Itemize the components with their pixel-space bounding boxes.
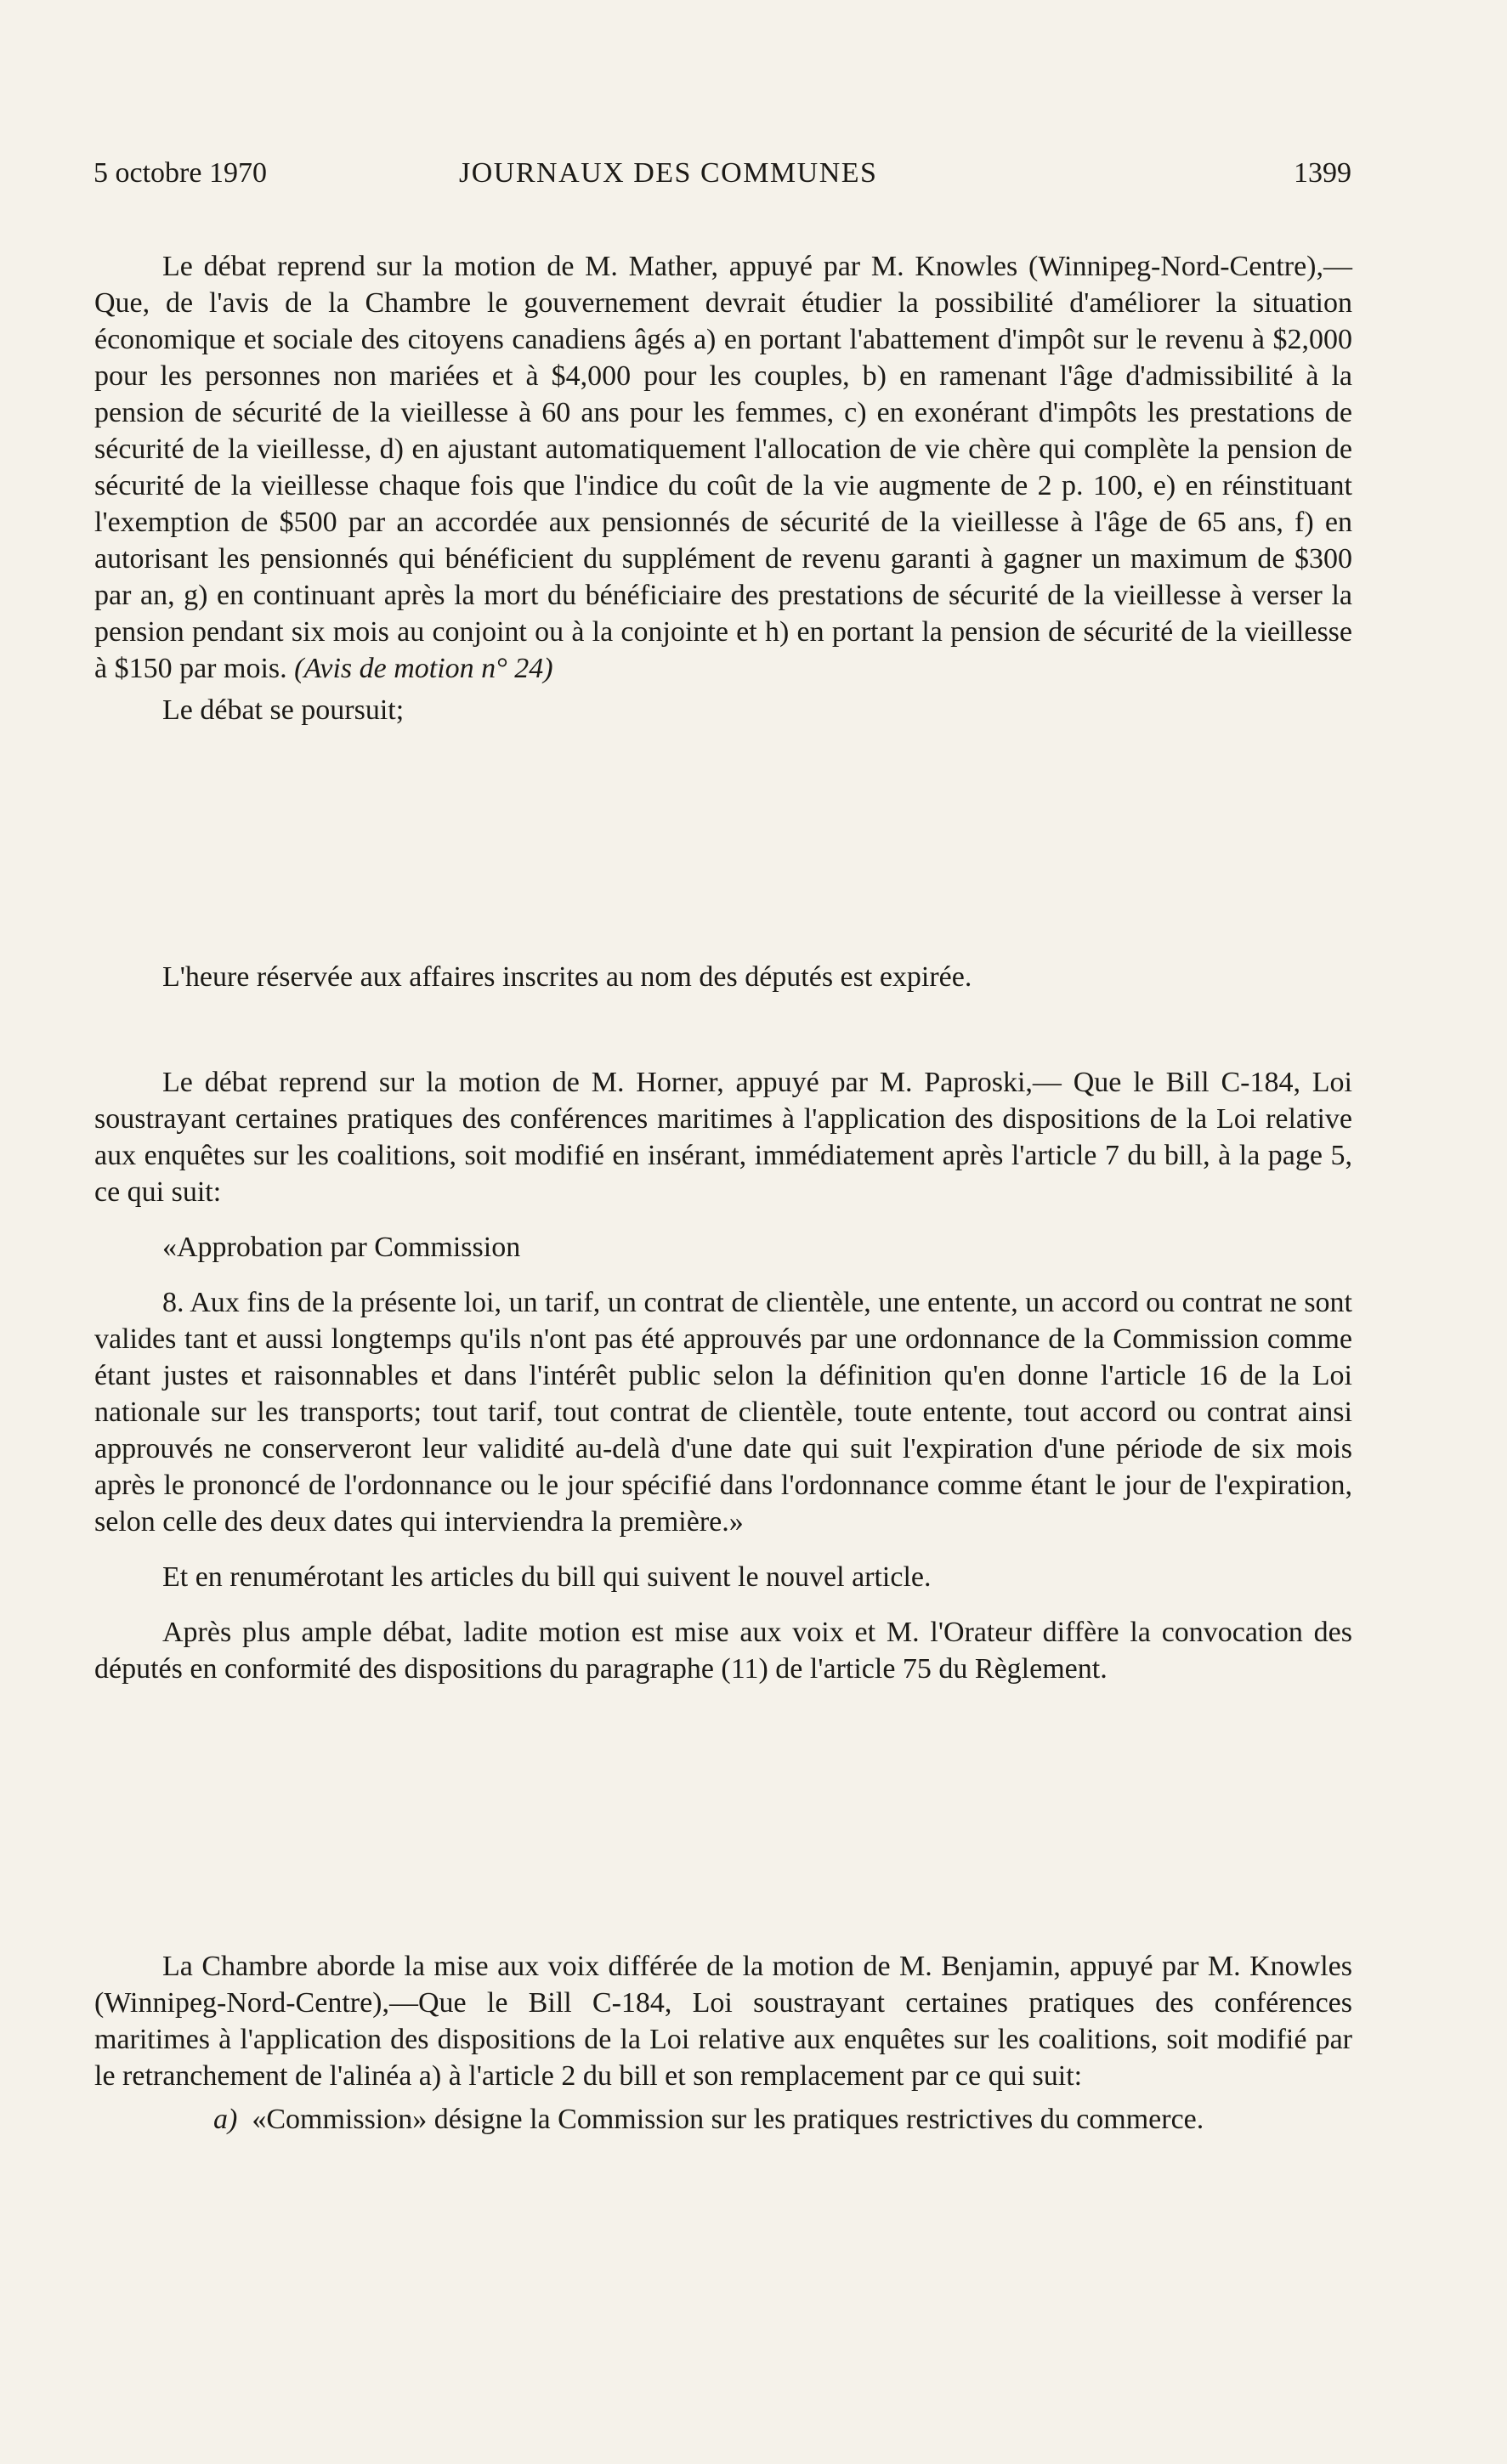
paragraph-horner-motion: Le débat reprend sur la motion de M. Horner, appuyé par M. Paproski,— Que le Bill C-184, Loi soustrayant certaines pratiques des conférences maritimes à l'application des dispositions de la Loi relative aux enquêtes sur les coalitions, soit modifié en insérant, immédiatement après l'article 7 du bill, à la page 5, ce qui suit:	[94, 1067, 1352, 1208]
header-date: 5 octobre 1970	[93, 157, 267, 189]
paragraph-debate-continues: Le débat se poursuit;	[162, 694, 405, 726]
paragraph-benjamin-motion: La Chambre aborde la mise aux voix différée de la motion de M. Benjamin, appuyé par M. Knowles (Winnipeg-Nord-Centre),—Que le Bill C-184, Loi soustrayant certaines pratiques des conférences maritimes à l'application des dispositions de la Loi relative aux enquêtes sur les coalitions, soit modifié par le retranchement de l'alinéa a) à l'article 2 du bill et son remplacement par ce qui suit:	[94, 1951, 1352, 2092]
list-item-text: «Commission» désigne la Commission sur les pratiques restrictives du commerce.	[252, 2104, 1204, 2135]
paragraph-mather-motion: Le débat reprend sur la motion de M. Mather, appuyé par M. Knowles (Winnipeg-Nord-Centre),—Que, de l'avis de la Chambre le gouvernement devrait étudier la possibilité d'améliorer la situation économique et sociale des citoyens canadiens âgés a) en portant l'abattement d'impôt sur le revenu à $2,000 pour les personnes non mariées et à $4,000 pour les couples, b) en ramenant l'âge d'admissibilité à la pension de sécurité de la vieillesse à 60 ans pour les femmes, c) en exonérant d'impôts les prestations de sécurité de la vieillesse, d) en ajustant automatiquement l'allocation de vie chère qui complète la pension de sécurité de la vieillesse chaque fois que l'indice du coût de la vie augmente de 2 p. 100, e) en réinstituant l'exemption de $500 par an accordée aux pensionnés de sécurité de la vieillesse à l'âge de 65 ans, f) en autorisant les pensionnés qui bénéficient du supplément de revenu garanti à gagner un maximum de $300 par an, g) en continuant après la mort du bénéficiaire des prestations de sécurité de la vieillesse à verser la pension pendant six mois au conjoint ou à la conjointe et h) en portant la pension de sécurité de la vieillesse à $150 par mois. (Avis de motion n° 24)	[94, 251, 1352, 684]
section-hour-expired	[94, 959, 1352, 995]
motion-notice-reference: (Avis de motion n° 24)	[294, 653, 553, 684]
header-title: JOURNAUX DES COMMUNES	[459, 157, 878, 189]
list-item-marker: a)	[213, 2104, 238, 2135]
quote-heading: «Approbation par Commission	[162, 1232, 521, 1263]
page-header	[93, 155, 1351, 194]
paragraph-hour-expired: L'heure réservée aux affaires inscrites au nom des députés est expirée.	[162, 961, 972, 993]
section-mather-motion	[94, 248, 1352, 728]
paragraph-further-debate: Après plus ample débat, ladite motion est mise aux voix et M. l'Orateur diffère la convocation des députés en conformité des dispositions du paragraphe (11) de l'article 75 du Règlement.	[94, 1617, 1352, 1685]
list-item-commission	[213, 2101, 1352, 2138]
section-horner-motion	[94, 1064, 1352, 1687]
section-benjamin-motion	[94, 1948, 1352, 2138]
quote-body: 8. Aux fins de la présente loi, un tarif, un contrat de clientèle, une entente, un accord ou contrat ne sont valides tant et aussi longtemps qu'ils n'ont pas été approuvés par une ordonnance de la Commission comme étant justes et raisonnables et dans l'intérêt public selon la définition qu'en donne l'article 16 de la Loi nationale sur les transports; tout tarif, tout contrat de clientèle, toute entente, tout accord ou contrat ainsi approuvés ne conserveront leur validité au-delà d'une date qui suit l'expiration d'une période de six mois après le prononcé de l'ordonnance ou le jour spécifié dans l'ordonnance comme étant le jour de l'expiration, selon celle des deux dates qui interviendra la première.»	[94, 1287, 1352, 1538]
paragraph-renumbering: Et en renumérotant les articles du bill qui suivent le nouvel article.	[162, 1561, 932, 1593]
page-number: 1399	[1294, 157, 1351, 189]
